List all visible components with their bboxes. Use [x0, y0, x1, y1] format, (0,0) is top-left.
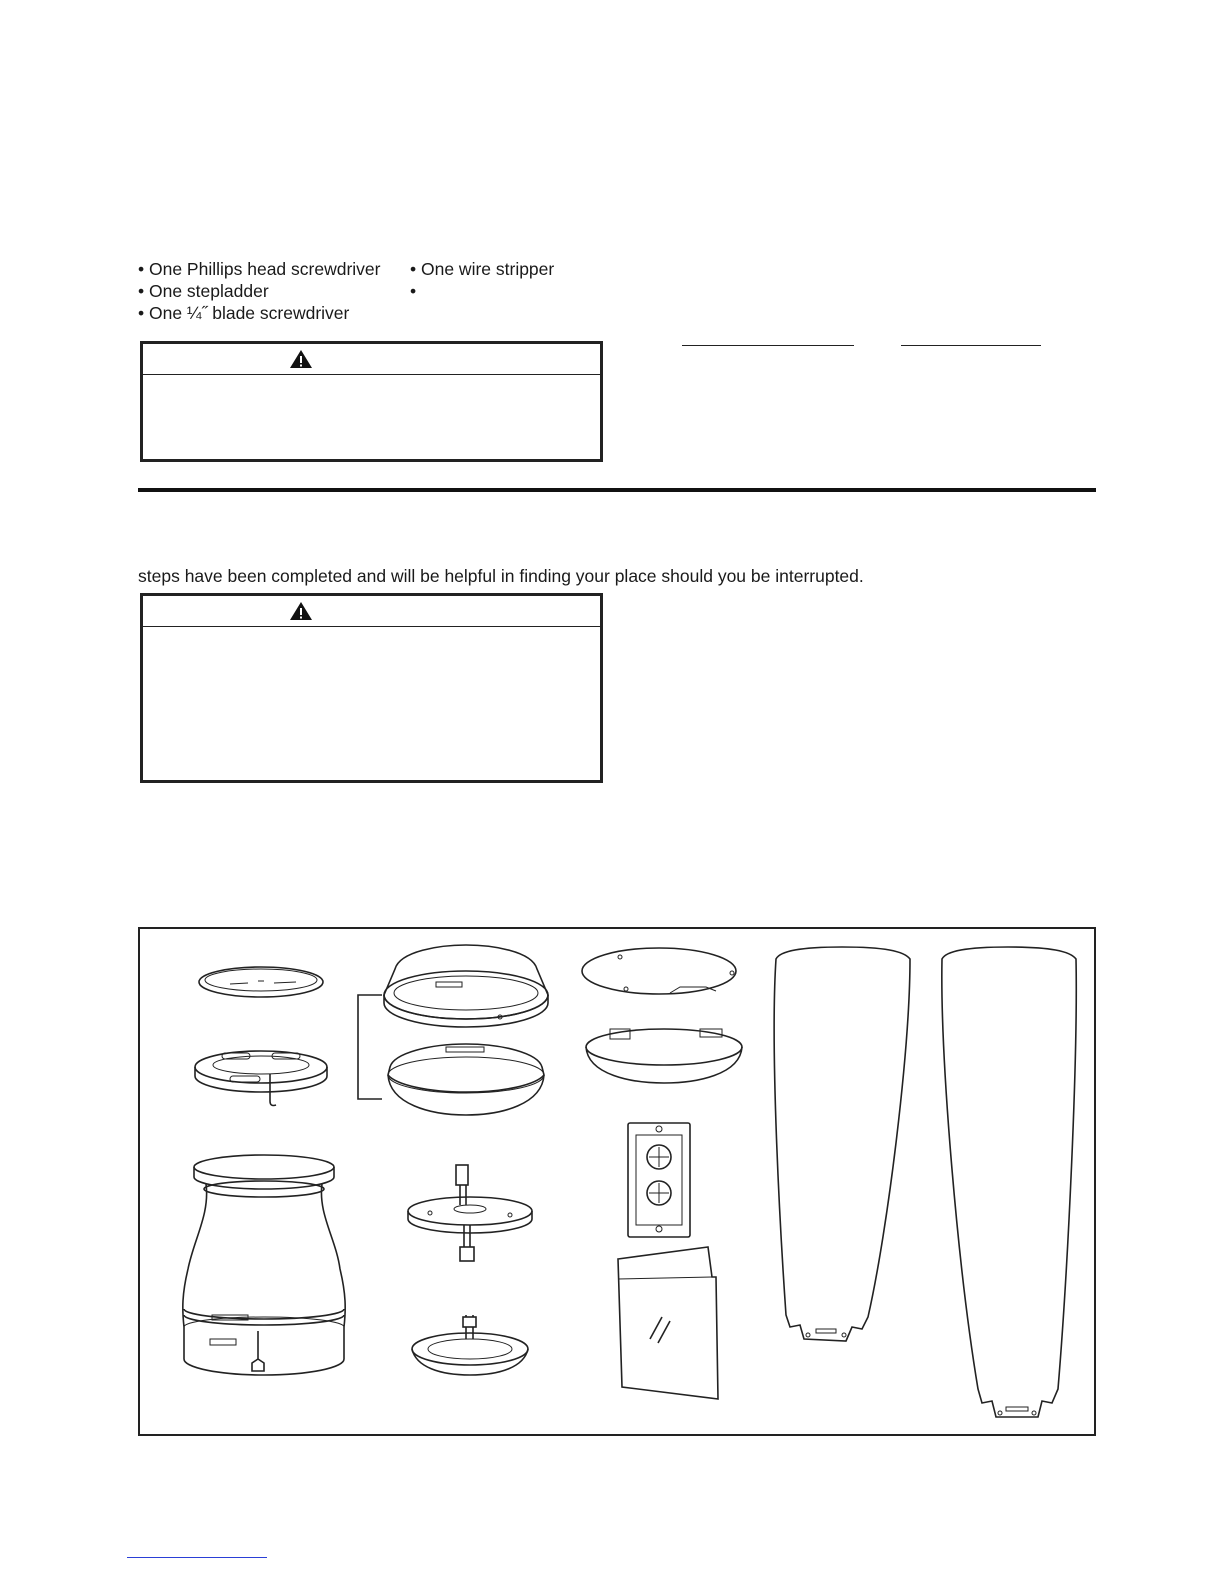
- tool-item: • One wire stripper: [410, 259, 555, 279]
- hardware-bag-illustration: [618, 1247, 718, 1399]
- warning-box: [140, 593, 603, 783]
- tool-item: • One Phillips head screwdriver: [138, 259, 381, 279]
- cover-plate-illustration: [582, 948, 736, 994]
- blank-underline: [682, 345, 854, 346]
- light-cover-illustration: [586, 1029, 742, 1083]
- switch-housing-illustration: [408, 1165, 532, 1261]
- tools-column-1: [138, 258, 380, 324]
- wall-control-illustration: [628, 1123, 690, 1237]
- fan-blade-illustration: [942, 947, 1076, 1417]
- warning-triangle-icon: [289, 349, 313, 369]
- warning-header: [143, 596, 600, 627]
- link-underline: [127, 1557, 267, 1558]
- parts-illustration-box: [138, 927, 1096, 1436]
- motor-housing-illustration: [183, 1155, 345, 1375]
- tool-item: • One stepladder: [138, 281, 269, 301]
- progress-note: steps have been completed and will be helpful in finding your place should you be interrupted.: [138, 566, 864, 586]
- tool-item: • One ¼˝ blade screwdriver: [138, 303, 350, 323]
- parts-illustration: [140, 929, 1094, 1434]
- mounting-bracket-illustration: [195, 1051, 327, 1106]
- blank-underline: [901, 345, 1041, 346]
- section-divider: [138, 488, 1096, 492]
- fan-blade-illustration: [774, 947, 910, 1341]
- light-ring-illustration: [384, 945, 548, 1027]
- glass-bowl-illustration: [388, 1044, 544, 1115]
- light-kit-illustration: [412, 1315, 528, 1375]
- warning-header: [143, 344, 600, 375]
- ceiling-plate-illustration: [199, 967, 323, 997]
- tool-item: •: [410, 281, 417, 301]
- tools-column-2: [410, 258, 554, 302]
- warning-box: [140, 341, 603, 462]
- warning-triangle-icon: [289, 601, 313, 621]
- assembly-bracket-line: [358, 995, 382, 1099]
